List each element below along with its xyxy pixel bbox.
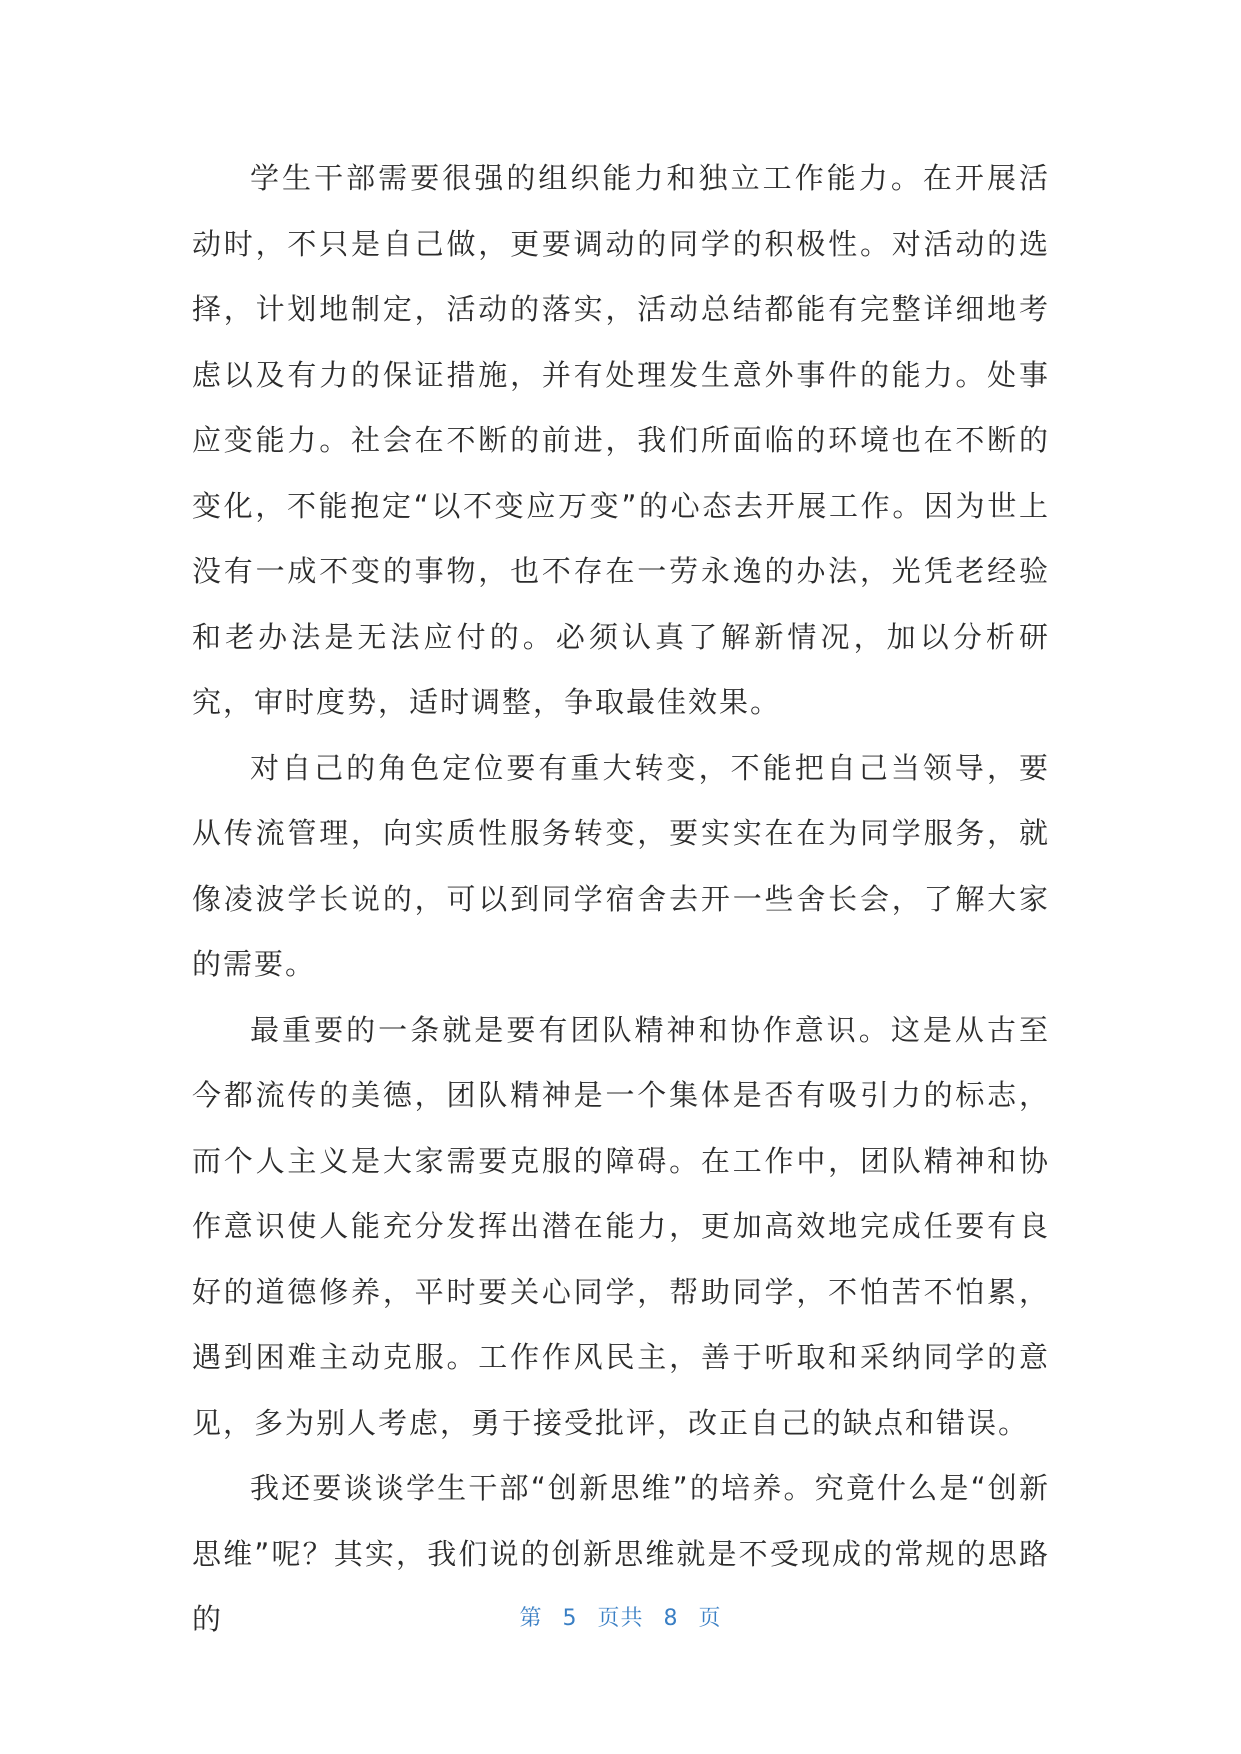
paragraph-2: 对自己的角色定位要有重大转变，不能把自己当领导，要从传流管理，向实质性服务转变，要实实在在为同学服务，就像凌波学长说的，可以到同学宿舍去开一些舍长会，了解大家的需要。	[192, 750, 1050, 981]
page-footer	[0, 1601, 1241, 1632]
footer-middle: 页共	[597, 1606, 644, 1631]
total-pages-number: 8	[663, 1606, 679, 1631]
footer-prefix: 第	[519, 1606, 543, 1631]
paragraph-4: 我还要谈谈学生干部“创新思维”的培养。究竟什么是“创新思维”呢？其实，我们说的创新思维就是不受现成的常规的思路的	[192, 1471, 1050, 1636]
footer-suffix: 页	[698, 1606, 722, 1631]
current-page-number: 5	[562, 1606, 578, 1631]
paragraph-3: 最重要的一条就是要有团队精神和协作意识。这是从古至今都流传的美德，团队精神是一个集体是否有吸引力的标志，而个人主义是大家需要克服的障碍。在工作中，团队精神和协作意识使人能充分发挥出潜在能力，更加高效地完成任要有良好的道德修养，平时要关心同学，帮助同学，不怕苦不怕累，遇到困难主动克服。工作作风民主，善于听取和采纳同学的意见，多为别人考虑，勇于接受批评，改正自己的缺点和错误。	[192, 1012, 1050, 1440]
body-text	[192, 146, 1050, 1653]
paragraph-1: 学生干部需要很强的组织能力和独立工作能力。在开展活动时，不只是自己做，更要调动的同学的积极性。对活动的选择，计划地制定，活动的落实，活动总结都能有完整详细地考虑以及有力的保证措施，并有处理发生意外事件的能力。处事应变能力。社会在不断的前进，我们所面临的环境也在不断的变化，不能抱定“以不变应万变”的心态去开展工作。因为世上没有一成不变的事物，也不存在一劳永逸的办法，光凭老经验和老办法是无法应付的。必须认真了解新情况，加以分析研究，审时度势，适时调整，争取最佳效果。	[192, 161, 1050, 719]
